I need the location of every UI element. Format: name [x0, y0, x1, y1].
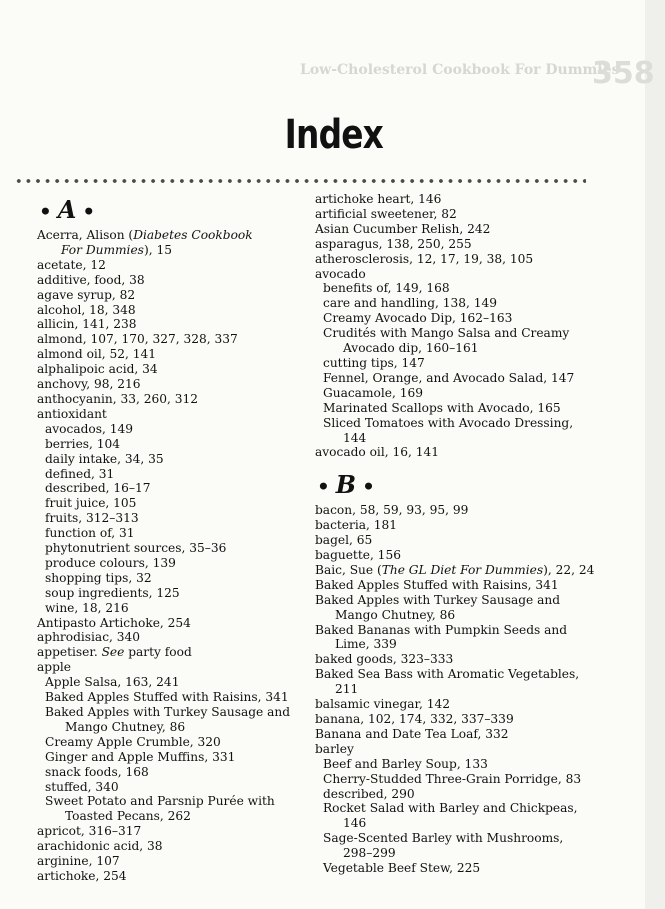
entry-text: almond, 107, 170, 327, 328, 337 [37, 332, 238, 347]
index-subentry [37, 452, 299, 467]
bleed-through-header: Low-Cholesterol Cookbook For Dummies [300, 62, 620, 78]
entry-text: Sliced Tomatoes with Avocado Dressing, [323, 415, 574, 430]
entry-text: artichoke, 254 [37, 868, 127, 883]
entry-text: Mango Chutney, 86 [335, 607, 456, 622]
index-subentry [37, 437, 299, 452]
index-subentry [315, 816, 615, 831]
bullet-icon: • [82, 199, 96, 224]
entry-text: anthocyanin, 33, 260, 312 [37, 391, 199, 406]
page-title: Index [284, 112, 384, 158]
index-subentry [315, 682, 615, 697]
entry-text: additive, food, 38 [37, 272, 145, 287]
entry-text: arginine, 107 [37, 854, 120, 869]
entry-text: Acerra, Alison ( [37, 228, 134, 242]
index-subentry [315, 326, 615, 341]
index-subentry [315, 431, 615, 446]
entry-text: alphalipoic acid, 34 [37, 362, 158, 377]
index-entry [37, 258, 299, 273]
index-entry [315, 578, 615, 593]
index-subentry [37, 765, 299, 780]
index-entry [37, 228, 299, 243]
bullet-icon: • [39, 199, 52, 224]
bullet-icon: • [317, 474, 330, 499]
entry-text: berries, 104 [45, 436, 121, 451]
entry-text: avocado [315, 266, 366, 281]
index-subentry [37, 496, 299, 511]
bullet-icon: • [362, 474, 375, 499]
index-entry [315, 533, 615, 548]
index-entry [37, 392, 299, 407]
index-entry [37, 869, 299, 884]
index-entry [315, 548, 615, 563]
entry-text: balsamic vinegar, 142 [315, 697, 451, 712]
entry-text: avocado oil, 16, 141 [315, 445, 439, 460]
index-entry [315, 207, 615, 222]
entry-text: Creamy Avocado Dip, 162–163 [323, 311, 513, 326]
index-column-left [37, 192, 299, 884]
entry-text: described, 16–17 [45, 481, 151, 496]
section-letter: A [57, 195, 77, 224]
index-subentry [315, 356, 615, 371]
index-subentry [315, 296, 615, 311]
index-subentry [37, 571, 299, 586]
index-subentry [315, 371, 615, 386]
entry-text: Cherry-Studded Three-Grain Porridge, 83 [323, 771, 582, 786]
index-entry [315, 192, 615, 207]
entry-text: produce colours, 139 [45, 555, 176, 570]
index-subentry [37, 780, 299, 795]
entry-text: Rocket Salad with Barley and Chickpeas, [323, 801, 578, 816]
index-subentry [315, 637, 615, 652]
bleed-through-page-number: 358 [592, 56, 655, 91]
section-letter-heading [37, 192, 299, 228]
entry-text: described, 290 [323, 786, 415, 801]
index-subentry [37, 243, 299, 258]
index-subentry [315, 831, 615, 846]
index-subentry [37, 586, 299, 601]
index-entry [37, 630, 299, 645]
index-entry [315, 593, 615, 608]
index-entry [315, 267, 615, 282]
entry-text: Lime, 339 [335, 637, 397, 652]
entry-text: barley [315, 741, 354, 756]
index-subentry [37, 467, 299, 482]
entry-text: 144 [343, 430, 367, 445]
index-subentry [315, 386, 615, 401]
entry-text: Ginger and Apple Muffins, 331 [45, 749, 236, 764]
index-entry [315, 518, 615, 533]
index-subentry [315, 608, 615, 623]
index-entry [37, 317, 299, 332]
index-entry [37, 303, 299, 318]
entry-text: fruits, 312–313 [45, 511, 139, 526]
entry-text: Guacamole, 169 [323, 385, 423, 400]
entry-text: baguette, 156 [315, 548, 401, 563]
entry-text: ), 22, 24 [543, 562, 595, 577]
index-entry [315, 712, 615, 727]
index-entry [315, 623, 615, 638]
index-subentry [37, 690, 299, 705]
entry-text: cutting tips, 147 [323, 355, 425, 370]
index-entry [315, 503, 615, 518]
index-subentry [37, 675, 299, 690]
entry-italic-text: The GL Diet For Dummies [381, 562, 544, 577]
entry-text: shopping tips, 32 [45, 570, 152, 585]
entry-text: Baked Apples with Turkey Sausage and [315, 592, 561, 607]
entry-text: artificial sweetener, 82 [315, 206, 457, 221]
entry-text: Creamy Apple Crumble, 320 [45, 734, 221, 749]
entry-text: Toasted Pecans, 262 [65, 809, 191, 824]
section-gap [315, 460, 615, 467]
entry-text: anchovy, 98, 216 [37, 377, 141, 392]
index-subentry [37, 601, 299, 616]
entry-italic-text: Diabetes Cookbook [133, 228, 253, 242]
entry-text: arachidonic acid, 38 [37, 839, 163, 854]
entry-text: Marinated Scallops with Avocado, 165 [323, 400, 561, 415]
index-subentry [315, 757, 615, 772]
entry-text: Apple Salsa, 163, 241 [45, 675, 180, 690]
index-entry [315, 252, 615, 267]
entry-text: Asian Cucumber Relish, 242 [315, 221, 491, 236]
entry-text: benefits of, 149, 168 [323, 281, 450, 296]
index-entry [315, 667, 615, 682]
index-subentry [37, 511, 299, 526]
entry-text: artichoke heart, 146 [315, 192, 442, 206]
entry-text: Baked Sea Bass with Aromatic Vegetables, [315, 667, 580, 682]
index-entry [315, 742, 615, 757]
index-subentry [315, 416, 615, 431]
index-subentry [315, 341, 615, 356]
entry-text: avocados, 149 [45, 421, 133, 436]
section-letter: B [335, 470, 357, 500]
entry-text: defined, 31 [45, 466, 115, 481]
index-subentry [37, 556, 299, 571]
index-subentry [37, 809, 299, 824]
index-entry [315, 222, 615, 237]
entry-text: daily intake, 34, 35 [45, 451, 164, 466]
entry-text: phytonutrient sources, 35–36 [45, 541, 227, 556]
entry-text: 298–299 [343, 846, 396, 861]
index-subentry [37, 541, 299, 556]
entry-text: apricot, 316–317 [37, 824, 142, 839]
entry-text: Sweet Potato and Parsnip Purée with [45, 794, 275, 809]
index-entry [315, 563, 615, 578]
entry-text: allicin, 141, 238 [37, 317, 137, 332]
index-subentry [315, 311, 615, 326]
index-subentry [315, 281, 615, 296]
entry-text: wine, 18, 216 [45, 600, 129, 615]
entry-italic-text: See [101, 645, 125, 660]
index-subentry [315, 772, 615, 787]
index-entry [37, 854, 299, 869]
entry-text: Baked Apples Stuffed with Raisins, 341 [45, 690, 289, 705]
entry-text: soup ingredients, 125 [45, 585, 180, 600]
entry-text: bagel, 65 [315, 533, 373, 548]
index-entry [37, 824, 299, 839]
index-entry [315, 237, 615, 252]
entry-text: Beef and Barley Soup, 133 [323, 756, 488, 771]
index-entry [37, 332, 299, 347]
page-edge-shadow [645, 0, 665, 909]
index-subentry [37, 705, 299, 720]
entry-text: 146 [343, 816, 367, 831]
entry-text: 211 [335, 682, 359, 697]
index-entry [37, 377, 299, 392]
entry-text: Baked Bananas with Pumpkin Seeds and [315, 622, 568, 637]
entry-text: Vegetable Beef Stew, 225 [323, 861, 481, 876]
index-entry [37, 645, 299, 660]
index-subentry [315, 801, 615, 816]
entry-text: Sage-Scented Barley with Mushrooms, [323, 831, 564, 846]
index-subentry [37, 720, 299, 735]
index-subentry [37, 735, 299, 750]
index-entry [315, 445, 615, 460]
entry-text: almond oil, 52, 141 [37, 347, 156, 362]
entry-text: function of, 31 [45, 526, 135, 541]
entry-text: snack foods, 168 [45, 764, 149, 779]
entry-text: agave syrup, 82 [37, 287, 136, 302]
entry-italic-text: For Dummies [61, 242, 144, 257]
entry-text: Baic, Sue ( [315, 562, 382, 577]
index-entry [37, 616, 299, 631]
index-subentry [37, 481, 299, 496]
entry-text: Avocado dip, 160–161 [343, 341, 479, 356]
dotted-divider [14, 177, 586, 185]
index-column-right [315, 192, 615, 876]
index-entry [37, 660, 299, 675]
entry-text: fruit juice, 105 [45, 496, 137, 511]
entry-text: Mango Chutney, 86 [65, 719, 186, 734]
index-subentry [315, 787, 615, 802]
entry-text: banana, 102, 174, 332, 337–339 [315, 712, 514, 726]
index-entry [37, 362, 299, 377]
entry-text: Fennel, Orange, and Avocado Salad, 147 [323, 370, 575, 385]
index-entry [315, 652, 615, 667]
index-subentry [37, 526, 299, 541]
entry-text: Baked Apples Stuffed with Raisins, 341 [315, 577, 559, 592]
index-entry [37, 839, 299, 854]
index-subentry [37, 794, 299, 809]
entry-text: Baked Apples with Turkey Sausage and [45, 705, 291, 719]
entry-text: ), 15 [143, 242, 172, 257]
entry-text: alcohol, 18, 348 [37, 302, 136, 317]
entry-text: Antipasto Artichoke, 254 [37, 615, 191, 630]
index-entry [315, 727, 615, 742]
section-letter-heading [315, 467, 615, 503]
index-entry [37, 407, 299, 422]
entry-text: party food [124, 645, 192, 660]
index-subentry [315, 401, 615, 416]
entry-text: aphrodisiac, 340 [37, 630, 141, 645]
entry-text: baked goods, 323–333 [315, 652, 454, 667]
index-entry [315, 697, 615, 712]
entry-text: acetate, 12 [37, 257, 106, 272]
entry-text: atherosclerosis, 12, 17, 19, 38, 105 [315, 251, 534, 266]
index-subentry [37, 422, 299, 437]
entry-text: asparagus, 138, 250, 255 [315, 236, 472, 251]
entry-text: bacon, 58, 59, 93, 95, 99 [315, 503, 469, 518]
entry-text: Crudités with Mango Salsa and Creamy [323, 326, 570, 341]
entry-text: care and handling, 138, 149 [323, 296, 498, 311]
entry-text: appetiser. [37, 645, 102, 660]
index-subentry [315, 861, 615, 876]
index-entry [37, 288, 299, 303]
entry-text: antioxidant [37, 406, 107, 421]
entry-text: Banana and Date Tea Loaf, 332 [315, 726, 509, 741]
index-entry [37, 347, 299, 362]
entry-text: apple [37, 660, 71, 675]
index-subentry [37, 750, 299, 765]
index-subentry [315, 846, 615, 861]
index-entry [37, 273, 299, 288]
entry-text: bacteria, 181 [315, 518, 398, 533]
entry-text: stuffed, 340 [45, 779, 119, 794]
